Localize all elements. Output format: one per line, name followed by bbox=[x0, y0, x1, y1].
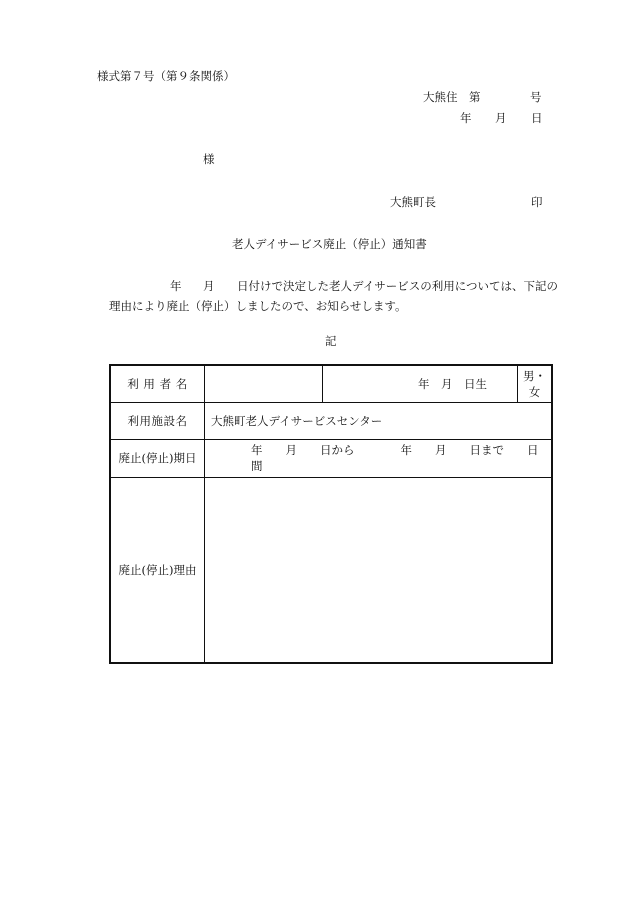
body-month: 月 bbox=[203, 279, 215, 293]
reason-row bbox=[110, 477, 552, 663]
facility-name: 大熊町老人デイサービスセンター bbox=[205, 402, 553, 439]
user-label: 利 用 者 名 bbox=[110, 365, 205, 402]
user-name-field bbox=[205, 365, 323, 402]
issuer-name: 大熊町長 bbox=[390, 195, 436, 209]
body-year: 年 bbox=[170, 279, 182, 293]
user-row bbox=[110, 365, 552, 402]
recipient-suffix: 様 bbox=[203, 152, 215, 166]
document-number-suffix: 号 bbox=[530, 90, 542, 104]
reason-field bbox=[205, 477, 553, 663]
date-year: 年 bbox=[460, 111, 472, 125]
period-label: 廃止(停止)期日 bbox=[110, 439, 205, 477]
reason-label: 廃止(停止)理由 bbox=[110, 477, 205, 663]
period-value: 年 月 日から 年 月 日まで 日間 bbox=[205, 439, 553, 477]
gender-field: 男・女 bbox=[518, 365, 553, 402]
body-line-1: 日付けで決定した老人デイサービスの利用については、下記の bbox=[237, 279, 558, 293]
document-title: 老人デイサービス廃止（停止）通知書 bbox=[232, 237, 427, 251]
period-row bbox=[110, 439, 552, 477]
facility-label: 利用施設名 bbox=[110, 402, 205, 439]
seal-mark: 印 bbox=[531, 195, 543, 209]
facility-row bbox=[110, 402, 552, 439]
body-line-2: 理由により廃止（停止）しましたので、お知らせします。 bbox=[109, 299, 407, 313]
document-number-prefix: 大熊住 第 bbox=[423, 90, 481, 104]
birth-date-field: 年 月 日生 bbox=[323, 365, 518, 402]
ki-heading: 記 bbox=[325, 334, 337, 348]
notice-table bbox=[109, 364, 553, 664]
date-month: 月 bbox=[495, 111, 507, 125]
date-day: 日 bbox=[531, 111, 543, 125]
form-number: 様式第７号（第９条関係） bbox=[97, 69, 235, 83]
